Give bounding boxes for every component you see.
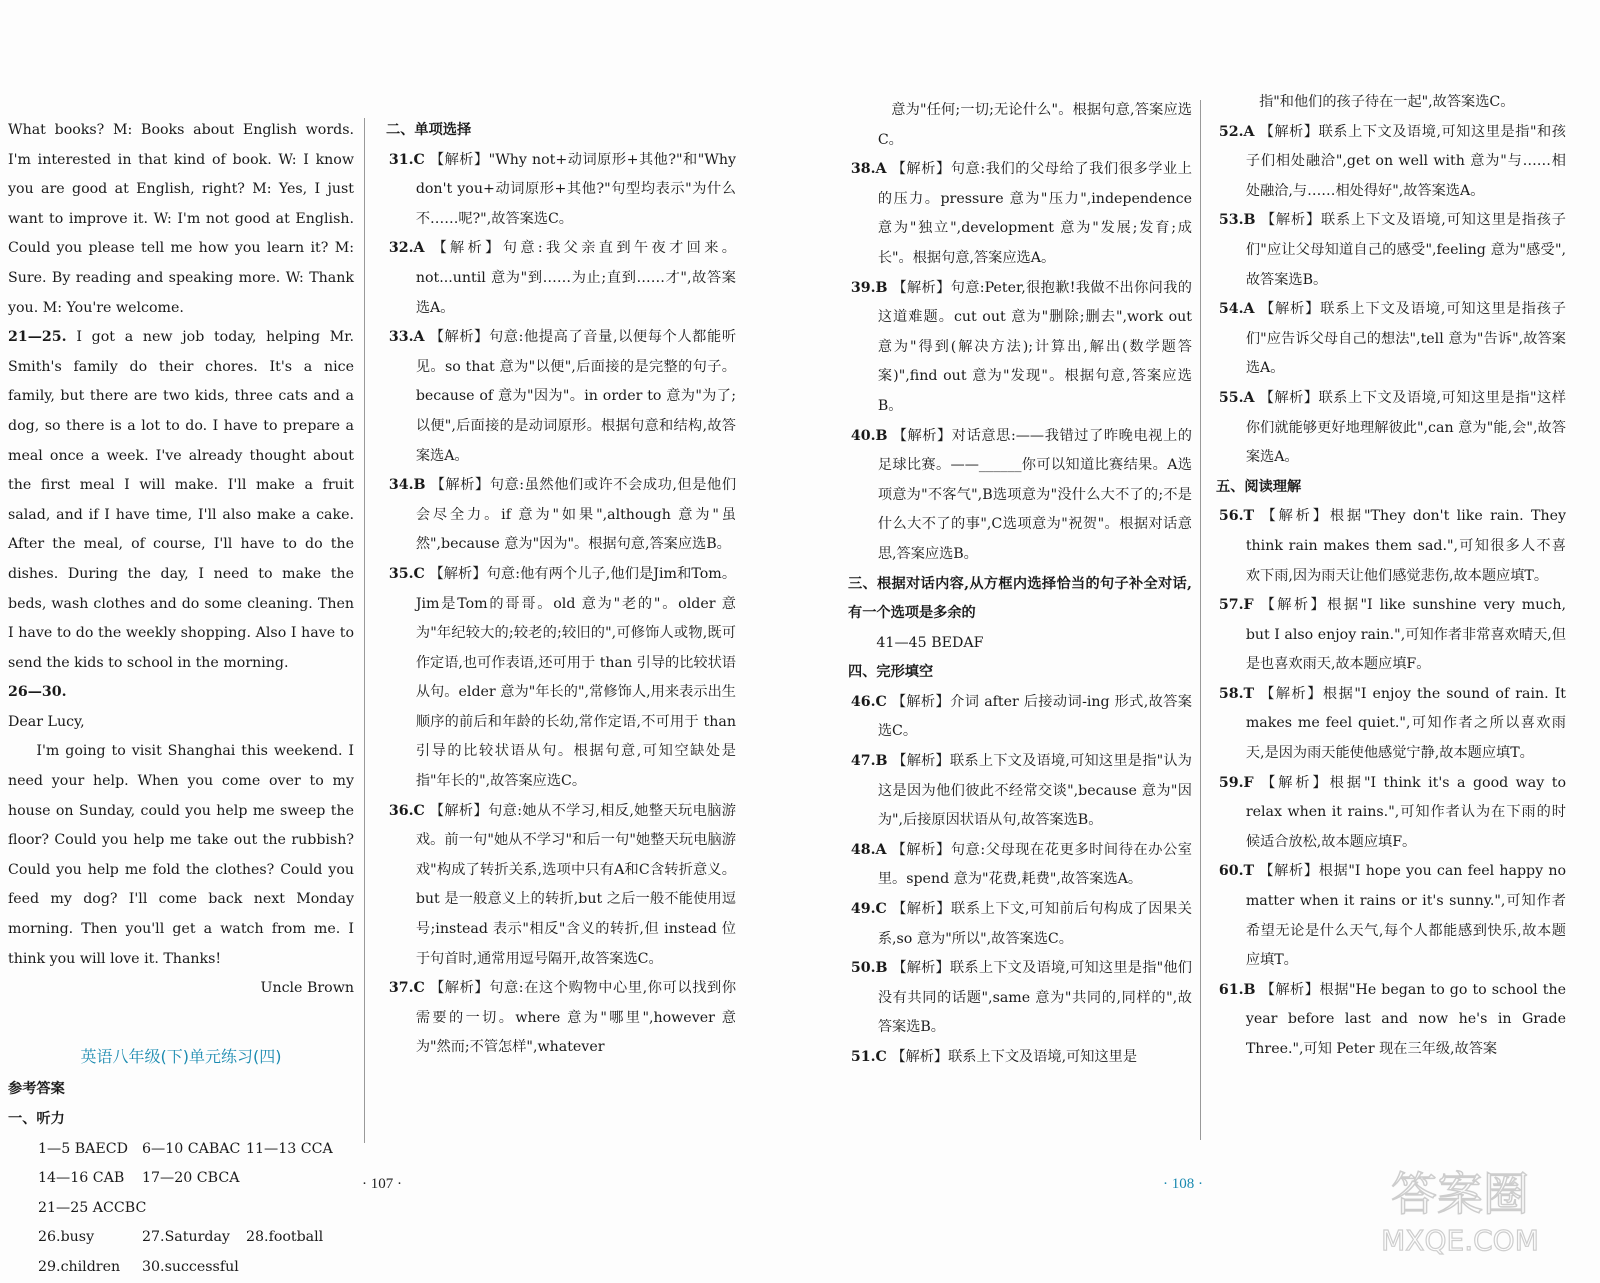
continued-text: 指"和他们的孩子待在一起",故答案选C。 <box>1259 94 1515 110</box>
letter-greeting: Dear Lucy, <box>8 713 85 730</box>
answer-item <box>848 688 1192 747</box>
answer-explanation: 【解析】句意:父母现在花更多时间待在办公室里。spend 意为"花费,耗费",故答案选A。 <box>877 841 1192 888</box>
listening-answer: 21—25 ACCBC <box>38 1199 147 1216</box>
answer-explanation: 【解析】联系上下文及语境,可知这里是指"他们没有共同的话题",same 意为"共同的,同样的",故答案选B。 <box>877 960 1192 1036</box>
answer-item <box>848 155 1192 273</box>
column-2 <box>386 116 736 1063</box>
answer-explanation: 【解析】联系上下文及语境,可知这里是指孩子们"应告诉父母自己的想法",tell 意为"告诉",故答案选A。 <box>1245 301 1566 377</box>
answer-explanation: 【解析】根据"He began to go to school the year before last and now he's in Grade Three.",可知 Peter 现在三年级,故答案 <box>1245 981 1567 1057</box>
answer-number: 52.A <box>1218 123 1255 140</box>
answer-number: 58.T <box>1218 685 1255 702</box>
answer-explanation: 【解析】句意:我们的父母给了我们很多学业上的压力。pressure 意为"压力",independence 意为"独立",development 意为"发展;发育;成长"。根据句意,答案应选A。 <box>877 161 1192 266</box>
page-number-left: · 107 · <box>362 1176 402 1192</box>
answer-item <box>386 234 736 323</box>
section-heading-4: 四、完形填空 <box>848 664 934 681</box>
answer-list-2 <box>386 146 736 1063</box>
answer-explanation: 【解析】对话意思:——我错过了昨晚电视上的足球比赛。——______你可以知道比赛结果。A选项意为"不客气",B选项意为"没什么大不了的;不是什么大不了的事",C选项意为"祝贺"。根据对话意思,答案应选B。 <box>877 427 1192 562</box>
answer-number: 38.A <box>850 161 887 178</box>
listening-answer: 28.football <box>246 1229 324 1246</box>
writing-label: 21—25. <box>8 329 67 346</box>
answer-number: 36.C <box>388 802 425 819</box>
answer-item <box>1216 680 1566 769</box>
answer-number: 51.C <box>850 1049 887 1065</box>
answer-number: 34.B <box>388 477 426 494</box>
listening-answer: 6—10 CABAC <box>142 1140 241 1157</box>
page-number-right: · 108 · <box>1163 1176 1203 1192</box>
answer-number: 54.A <box>1218 301 1255 318</box>
answer-item <box>386 471 736 560</box>
answer-item <box>386 560 736 797</box>
continued-text-4 <box>1216 88 1566 118</box>
listening-answers <box>8 1135 354 1283</box>
listening-row <box>38 1223 354 1253</box>
answer-item <box>386 797 736 975</box>
answer-item <box>848 954 1192 1043</box>
answer-number: 53.B <box>1218 212 1256 229</box>
answer-list-5 <box>1216 118 1566 473</box>
answer-item <box>848 747 1192 836</box>
answer-explanation: 【解析】句意:Peter,很抱歉!我做不出你问我的这道难题。cut out 意为"删除;删去",work out 意为"得到(解决方法);计算出,解出(数学题答案)",find out 意为"发现"。根据句意,答案应选B。 <box>877 279 1192 414</box>
answer-number: 55.A <box>1218 389 1255 406</box>
listening-answer: 26.busy <box>38 1229 95 1246</box>
answers-41-45: 41—45 BEDAF <box>876 634 984 651</box>
continued-text: 意为"任何;一切;无论什么"。根据句意,答案应选C。 <box>877 102 1192 148</box>
column-divider-right <box>1200 100 1201 1140</box>
answer-explanation: 【解析】"Why not+动词原形+其他?"和"Why don't you+动词原形+其他?"句型均表示"为什么不……呢?",故答案选C。 <box>415 151 736 227</box>
answer-explanation: 【解析】根据"I think it's a good way to relax when it rains.",可知作者认为在下雨的时候适合放松,故本题应填F。 <box>1245 774 1566 850</box>
watermark-logo <box>1360 1158 1560 1258</box>
answer-explanation: 【解析】联系上下文及语境,可知这里是指"这样你们就能够更好地理解彼此",can 意为"能,会",故答案选A。 <box>1245 389 1566 466</box>
answer-list-3 <box>848 155 1192 569</box>
answer-explanation: 【解析】句意:他提高了音量,以便每个人都能听见。so that 意为"以便",后面接的是完整的句子。because of 意为"因为"。in order to 意为"为了;以便",后面接的是动词原形。根据句意和结构,故答案选A。 <box>415 329 737 464</box>
section-heading-2: 二、单项选择 <box>386 122 472 138</box>
listening-answer: 29.children <box>38 1258 121 1275</box>
answer-explanation: 【解析】句意:她从不学习,相反,她整天玩电脑游戏。前一句"她从不学习"和后一句"她整天玩电脑游戏"构成了转折关系,选项中只有A和C含转折意义。but 是一般意义上的转折,but 之后一般不能使用逗号;instead 表示"相反"含义的转折,但 instead 位于句首时,通常用逗号隔开,故答案选C。 <box>415 802 736 967</box>
listening-answer: 30.successful <box>142 1258 239 1275</box>
answer-item <box>1216 976 1566 1065</box>
answer-explanation: 【解析】联系上下文及语境,可知这里是指孩子们"应让父母知道自己的感受",feeling 意为"感受",故答案选B。 <box>1245 212 1566 288</box>
letter-label: 26—30. <box>8 684 67 701</box>
answer-number: 31.C <box>388 151 425 168</box>
answer-item <box>848 1043 1192 1073</box>
writing-passage <box>8 323 354 678</box>
listening-answer: 17—20 CBCA <box>142 1170 240 1187</box>
answer-explanation: 【解析】句意:他有两个儿子,他们是Jim和Tom。Jim是Tom的哥哥。old 意为"老的"。older 意为"年纪较大的;较老的;较旧的",可修饰人或物,既可作定语,也可作表语,还可用于 than 引导的比较状语从句。elder 意为"年长的",常修饰人,用来表示出生顺序的前后和年龄的长幼,常作定语,不可用于 than 引导的比较状语从句。根据句意,可知空缺处是指"年长的",故答案应选C。 <box>415 565 737 790</box>
answer-item <box>848 274 1192 422</box>
answer-number: 32.A <box>388 240 425 257</box>
unit-title: 英语八年级(下)单元练习(四) <box>80 1046 282 1066</box>
answer-number: 35.C <box>388 565 425 582</box>
reference-answer-heading: 参考答案 <box>8 1081 65 1098</box>
answer-explanation: 【解析】句意:在这个购物中心里,你可以找到你需要的一切。where 意为"哪里",however 意为"然而;不管怎样",whatever <box>415 980 737 1056</box>
listening-row <box>38 1164 354 1223</box>
answer-item <box>1216 502 1566 591</box>
answer-explanation: 【解析】句意:虽然他们或许不会成功,但是他们会尽全力。if 意为"如果",although 意为"虽然",because 意为"因为"。根据句意,答案应选B。 <box>415 477 737 553</box>
answer-number: 49.C <box>850 901 887 918</box>
answer-explanation: 【解析】联系上下文及语境,可知这里是指"认为这是因为他们彼此不经常交谈",because 意为"因为",后接原因状语从句,故答案选B。 <box>877 753 1192 829</box>
answer-item <box>386 146 736 235</box>
answer-number: 50.B <box>850 960 888 977</box>
answer-number: 40.B <box>850 427 888 444</box>
answer-number: 48.A <box>850 841 887 858</box>
listening-answer: 14—16 CAB <box>38 1170 125 1187</box>
answer-item <box>1216 295 1566 384</box>
answer-explanation: 【解析】联系上下文,可知前后句构成了因果关系,so 意为"所以",故答案选C。 <box>877 901 1192 947</box>
answer-number: 59.F <box>1218 774 1254 791</box>
answer-item <box>848 895 1192 954</box>
listening-answer: 1—5 BAECD <box>38 1140 129 1157</box>
answer-item <box>1216 769 1566 858</box>
answer-item <box>1216 591 1566 680</box>
column-4 <box>1216 88 1566 1065</box>
listening-heading: 一、听力 <box>8 1111 65 1127</box>
column-3 <box>848 96 1192 1073</box>
answer-item <box>848 836 1192 895</box>
section-heading-5: 五、阅读理解 <box>1216 478 1302 495</box>
answer-explanation: 【解析】联系上下文及语境,可知这里是 <box>891 1049 1138 1065</box>
watermark-text-2: MXQE.COM <box>1381 1224 1539 1257</box>
answer-item <box>1216 384 1566 473</box>
answer-explanation: 【解析】根据"I like sunshine very much, but I also enjoy rain.",可知作者非常喜欢晴天,但是也喜欢雨天,故本题应填F。 <box>1245 597 1566 673</box>
column-divider <box>364 118 365 1143</box>
continued-text-3 <box>848 96 1192 155</box>
answer-item <box>386 323 736 471</box>
letter-body: I'm going to visit Shanghai this weekend. I need your help. When you come over to my house on Sunday, could you help me sweep the floor? Could you help me take out the rubbish? Could you help me fold the clothes? Could you feed my dog? I'll come back next Monday morning. Then you'll get a watch from me. I think you will love it. Thanks! <box>8 743 354 967</box>
listening-row <box>38 1253 354 1283</box>
answer-list-4 <box>848 688 1192 1073</box>
answer-explanation: 【解析】联系上下文及语境,可知这里是指"和孩子们相处融洽",get on well with 意为"与……相处融洽,与……相处得好",故答案选A。 <box>1245 123 1566 199</box>
answer-explanation: 【解析】根据"I enjoy the sound of rain. It makes me feel quiet.",可知作者之所以喜欢雨天,是因为雨天能使他感觉宁静,故本题应填T。 <box>1245 685 1566 762</box>
answer-list-6 <box>1216 502 1566 1064</box>
answer-number: 61.B <box>1218 981 1256 998</box>
answer-number: 37.C <box>388 980 425 997</box>
column-1 <box>8 116 354 1283</box>
answer-explanation: 【解析】介词 after 后接动词-ing 形式,故答案选C。 <box>877 693 1192 740</box>
listening-answer: 11—13 CCA <box>246 1140 333 1157</box>
answer-number: 47.B <box>850 753 888 770</box>
letter-signature: Uncle Brown <box>260 980 354 997</box>
listening-row <box>38 1135 354 1165</box>
answer-number: 60.T <box>1218 863 1255 880</box>
answer-item <box>1216 857 1566 975</box>
answer-explanation: 【解析】根据"They don't like rain. They think rain makes them sad.",可知很多人不喜欢下雨,因为雨天让他们感觉悲伤,故本题应填T。 <box>1245 508 1566 584</box>
answer-item <box>848 422 1192 570</box>
answer-number: 57.F <box>1218 597 1254 614</box>
listening-answer: 27.Saturday <box>142 1229 230 1246</box>
answer-number: 46.C <box>850 693 887 710</box>
watermark-text-1: 答案圈 <box>1391 1167 1529 1221</box>
answer-item <box>386 974 736 1063</box>
section-heading-3: 三、根据对话内容,从方框内选择恰当的句子补全对话,有一个选项是多余的 <box>848 575 1192 622</box>
writing-text: I got a new job today, helping Mr. Smith's family do their chores. It's a nice family, but there are two kids, three cats and a dog, so there is a lot to do. I have to prepare a meal once a week. I've already thought about the first meal I will make. I'll make a fruit salad, and if I have time, I'll also make a cake. After the meal, of course, I'll have to do the dishes. During the day, I need to make the beds, wash clothes and do some cleaning. Then I have to do the weekly shopping. Also I have to send the kids to school in the morning. <box>8 329 354 671</box>
listening-dialogue: What books? M: Books about English words. I'm interested in that kind of book. W: I know you are good at English, right? M: Yes, I just want to improve it. W: I'm not good at English. Could you please tell me how you learn it? M: Sure. By reading and speaking more. W: Thank you. M: You're welcome. <box>8 122 354 316</box>
answer-number: 33.A <box>388 329 425 346</box>
answer-item <box>1216 118 1566 207</box>
answer-explanation: 【解析】句意:我父亲直到午夜才回来。not...until 意为"到……为止;直到……才",故答案选A。 <box>415 240 736 316</box>
answer-explanation: 【解析】根据"I hope you can feel happy no matter when it rains or it's sunny.",可知作者希望无论是什么天气,每个人都能感到快乐,故本题应填T。 <box>1245 863 1566 969</box>
answer-number: 56.T <box>1218 508 1255 525</box>
answer-item <box>1216 206 1566 295</box>
answer-number: 39.B <box>850 279 888 296</box>
